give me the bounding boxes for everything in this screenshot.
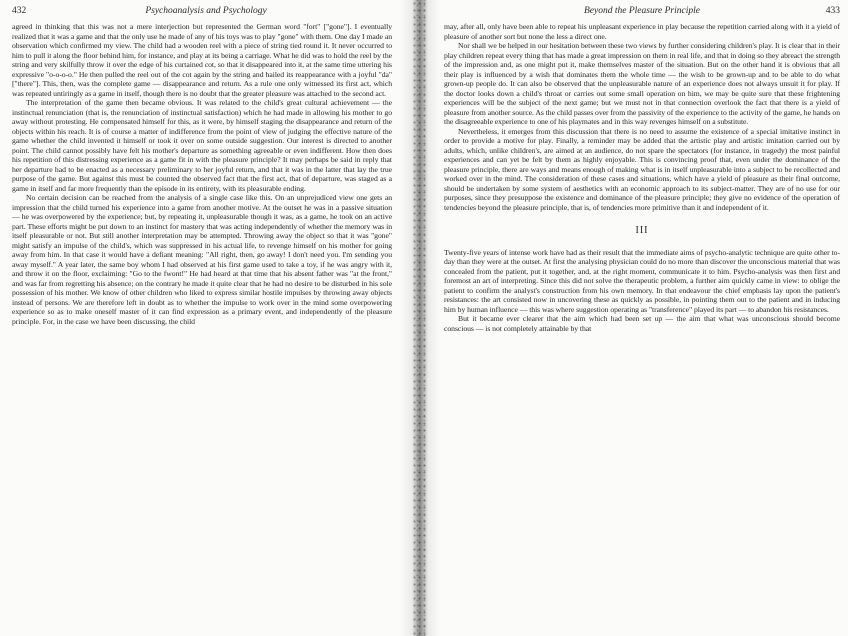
section-paragraph-2: But it became ever clearer that the aim which had been set up — the aim that what was unconscious should become conscious — is not completely attainable by that xyxy=(444,314,840,333)
left-page xyxy=(0,0,414,636)
right-page-body xyxy=(444,22,840,333)
right-paragraph-2: Nor shall we be helped in our hesitation between these two views by further considering children's play. It is clear that in their play children repeat every thing that has made a great impression on them in real life, and that in doing so they abreact the strength of the impression and, as one might put it, make themselves master of the situation. But on the other hand it is obvious that all their play is influenced by a wish that dominates them the whole time — the wish to be grown-up and to be able to do what grown-up people do. It can also be observed that the unpleasurable nature of an experience does not always unsuit it for play. If the doctor looks down a child's throat or carries out some small operation on him, we may be quite sure that these frightening experiences will be the subject of the next game; but we must not in that connection overlook the fact that there is a yield of pleasure from another source. As the child passes over from the passivity of the experience to the activity of the game, he hands on the disagreeable experience to one of his playmates and in this way revenges himself on a substitute. xyxy=(444,41,840,126)
section-heading: III xyxy=(635,225,649,236)
right-paragraph-3: Nevertheless, it emerges from this discussion that there is no need to assume the existence of a special imitative instinct in order to provide a motive for play. Finally, a reminder may be added that the artistic play and artistic imitation carried out by adults, which, unlike children's, are aimed at an audience, do not spare the spectators (for instance, in tragedy) the most painful experiences and can yet be felt by them as highly enjoyable. This is convincing proof that, even under the dominance of the pleasure principle, there are ways and means enough of making what is in itself unpleasurable into a subject to be recollected and worked over in the mind. The consideration of these cases and situations, which have a yield of pleasure as their final outcome, should be undertaken by some system of aesthetics with an economic approach to its subject-matter. They are of no use for our purposes, since they presuppose the existence and dominance of the pleasure principle; they give no evidence of the operation of tendencies beyond the pleasure principle, that is, of tendencies more primitive than it and independent of it. xyxy=(444,126,840,212)
left-paragraph-1: agreed in thinking that this was not a mere interjection but represented the German word "fort" ["gone"]. I eventually realized that it was a game and that the only use he made of any of his toys was to play "gone" with them. One day I made an observation which confirmed my view. The child had a wooden reel with a piece of string tied round it. It never occurred to him to pull it along the floor behind him, for instance, and play at its being a carriage. What he did was to hold the reel by the string and very skilfully throw it over the edge of his curtained cot, so that it disappeared into it, at the same time uttering his expressive "o-o-o-o." He then pulled the reel out of the cot again by the string and hailed its reappearance with a joyful "da" ["there"]. This, then, was the complete game — disappearance and return. As a rule one only witnessed its first act, which was repeated untiringly as a game in itself, though there is no doubt that the greater pleasure was attached to the second act. xyxy=(12,22,392,98)
right-page-number: 433 xyxy=(825,6,840,16)
left-page-body xyxy=(12,22,392,326)
section-paragraph-1: Twenty-five years of intense work have had as their result that the immediate aims of psycho-analytic technique are quite other to-day than they were at the outset. At first the analysing physician could do no more than discover the unconscious material that was concealed from the patient, put it together, and, at the right moment, communicate it to him. Psycho-analysis was then first and foremost an art of interpreting. Since this did not solve the therapeutic problem, a further aim quickly came in view: to oblige the patient to confirm the analyst's construction from his own memory. In that endeavour the chief emphasis lay upon the patient's resistances: the art consisted now in uncovering these as quickly as possible, in pointing them out to the patient and in inducing him by human influence — this was where suggestion operating as "transference" played its part — to abandon his resistances. xyxy=(444,247,840,314)
left-page-header xyxy=(12,6,400,20)
right-page-header xyxy=(444,6,840,20)
left-running-head: Psychoanalysis and Psychology xyxy=(145,6,267,16)
left-page-number: 432 xyxy=(12,6,27,16)
left-paragraph-2: The interpretation of the game then became obvious. It was related to the child's great cultural achievement — the instinctual renunciation (that is, the renunciation of instinctual satisfaction) which he had made in allowing his mother to go away without protesting. He compensated himself for this, as it were, by himself staging the disappearance and return of the objects within his reach. It is of course a matter of indifference from the point of view of judging the effective nature of the game whether the child invented it himself or took it over on some outside suggestion. Our interest is directed to another point. The child cannot possibly have felt his mother's departure as something agreeable or even indifferent. How then does his repetition of this distressing experience as a game fit in with the pleasure principle? It may perhaps be said in reply that her departure had to be enacted as a necessary preliminary to her joyful return, and that it was in the latter that lay the true purpose of the game. But against this must be counted the observed fact that the first act, that of departure, was staged as a game in itself and far more frequently than the episode in its entirety, with its pleasurable ending. xyxy=(12,98,392,193)
right-paragraph-1: may, after all, only have been able to repeat his unpleasant experience in play because the repetition carried along with it a yield of pleasure of another sort but none the less a direct one. xyxy=(444,22,840,41)
gutter-scan-noise xyxy=(412,0,428,636)
right-running-head: Beyond the Pleasure Principle xyxy=(584,6,700,16)
right-page xyxy=(428,0,848,636)
left-paragraph-3: No certain decision can be reached from the analysis of a single case like this. On an unprejudiced view one gets an impression that the child turned his experience into a game from another motive. At the outset he was in a passive situation — he was overpowered by the experience; but, by repeating it, unpleasurable though it was, as a game, he took on an active part. These efforts might be put down to an instinct for mastery that was acting independently of whether the memory was in itself pleasurable or not. But still another interpretation may be attempted. Throwing away the object so that it was "gone" might satisfy an impulse of the child's, which was suppressed in his actual life, to revenge himself on his mother for going away from him. In that case it would have a defiant meaning: "All right, then, go away! I don't need you. I'm sending you away myself." A year later, the same boy whom I had observed at his first game used to take a toy, if he was angry with it, and throw it on the floor, exclaiming: "Go to the fwont!" He had heard at that time that his absent father was "at the front," and was far from regretting his absence; on the contrary he made it quite clear that he had no desire to be disturbed in his sole possession of his mother. We know of other children who liked to express similar hostile impulses by throwing away objects instead of persons. We are therefore left in doubt as to whether the impulse to work over in the mind some overpowering experience so as to make oneself master of it can find expression as a primary event, and independently of the pleasure principle. For, in the case we have been discussing, the child xyxy=(12,193,392,326)
